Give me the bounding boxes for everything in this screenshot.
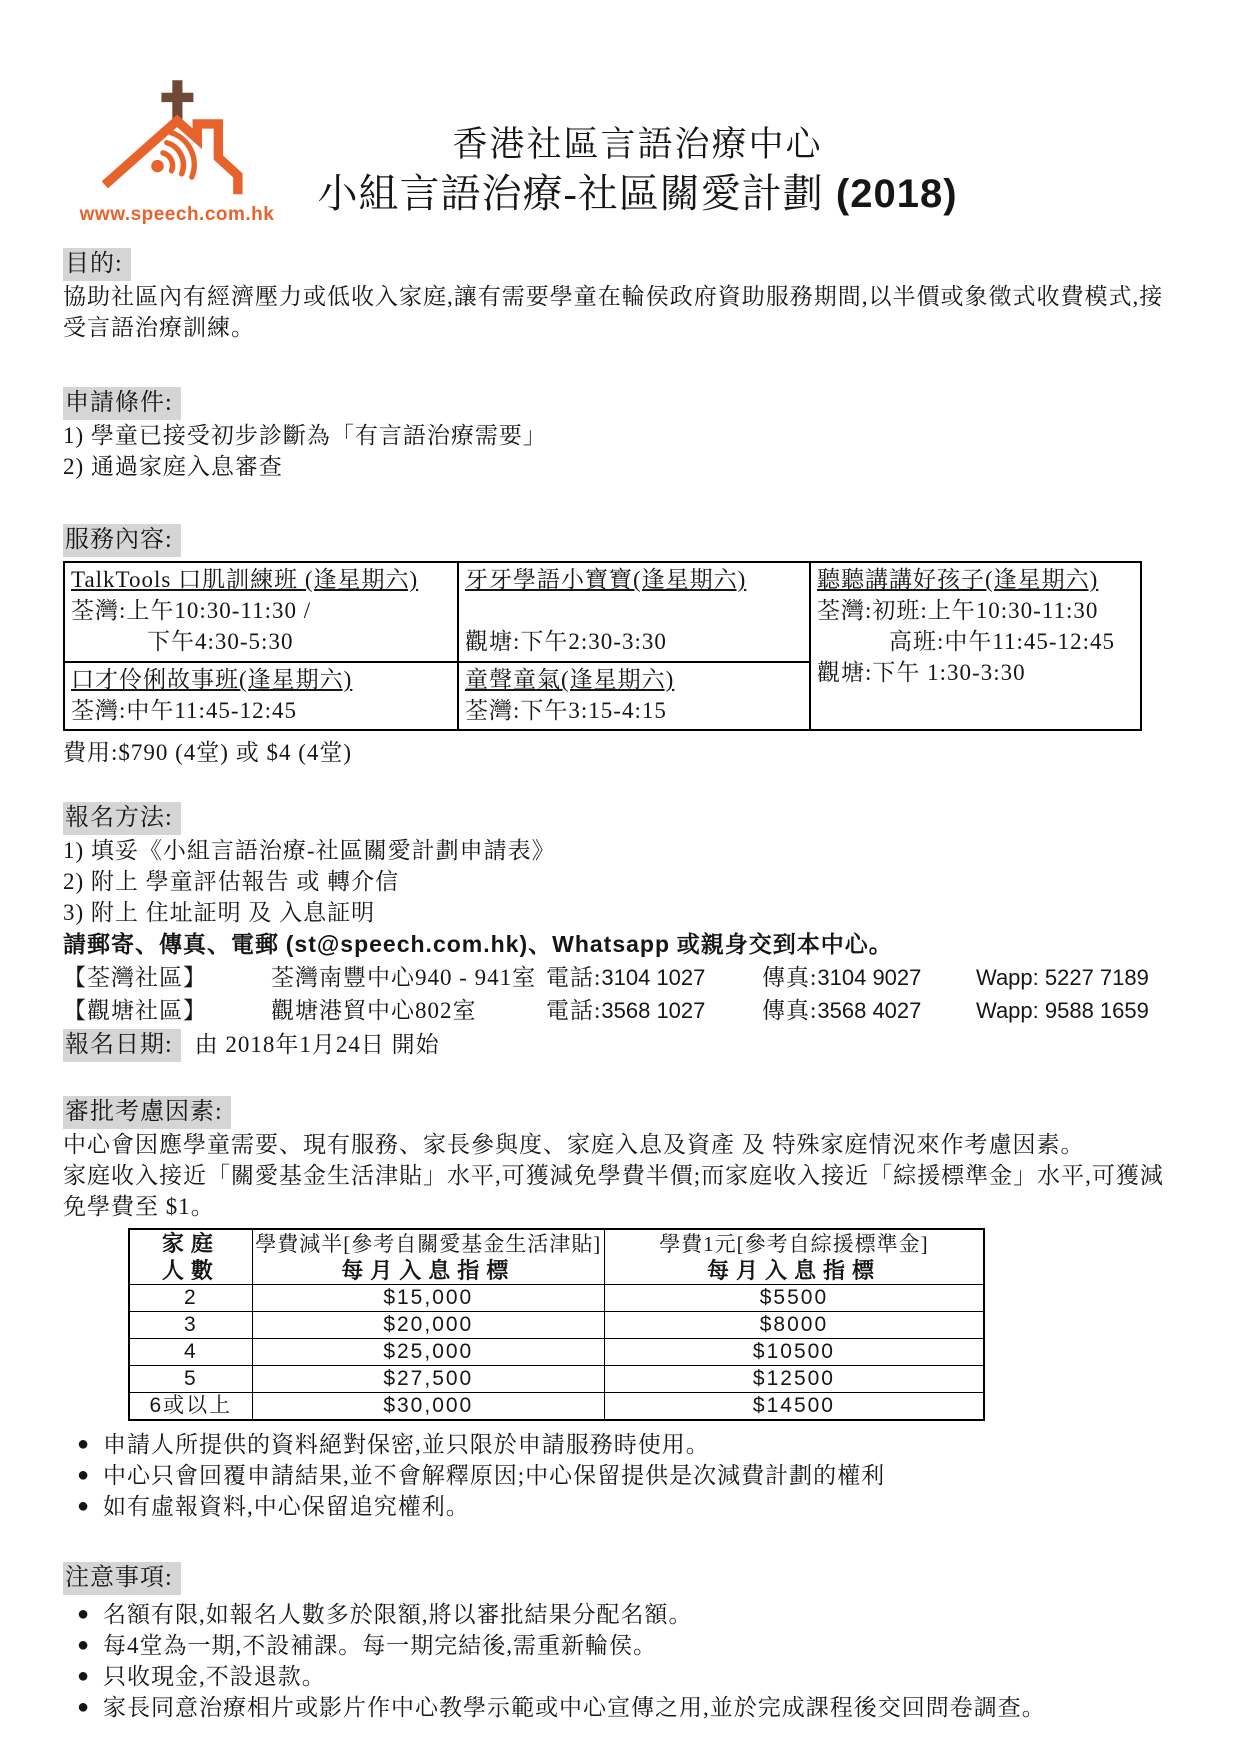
course-time: 觀塘:下午2:30-3:30 <box>465 629 667 654</box>
income-header-half-fee: 學費減半[參考自關愛基金生活津貼] 每月入息指標 <box>252 1229 604 1285</box>
services-table <box>63 561 1142 731</box>
conditions-section <box>63 387 1182 482</box>
location-address: 觀塘港貿中心802室 <box>271 998 477 1023</box>
course-time: 荃灣:初班:上午10:30-11:30 <box>817 598 1099 623</box>
location-fax: 傳真:3104 9027 <box>762 965 922 990</box>
course-time: 荃灣:上午10:30-11:30 / <box>71 598 312 623</box>
income-header-family: 家庭 人數 <box>129 1229 252 1285</box>
course-time: 下午4:30-5:30 <box>147 629 294 654</box>
location-name: 【荃灣社區】 <box>63 965 207 990</box>
service-cell <box>458 562 810 662</box>
conditions-heading: 申請條件: <box>63 387 181 420</box>
bullet-icon: ● <box>77 1464 91 1486</box>
course-time: 荃灣:下午3:15-4:15 <box>465 698 667 723</box>
bullet-icon: ● <box>77 1696 91 1718</box>
location-tel: 電話:3104 1027 <box>546 965 706 990</box>
approval-heading: 審批考慮因素: <box>63 1096 231 1129</box>
location-wapp: Wapp: 9588 1659 <box>976 998 1149 1023</box>
course-name: 聽聽講講好孩子(逢星期六) <box>817 567 1099 592</box>
income-row: 4 $25,000 $10500 <box>129 1339 984 1366</box>
income-table <box>128 1228 985 1421</box>
course-time: 高班:中午11:45-12:45 <box>889 629 1115 654</box>
location-name: 【觀塘社區】 <box>63 998 207 1023</box>
service-cell <box>64 662 458 730</box>
purpose-heading: 目的: <box>63 248 131 281</box>
notes-section <box>63 1562 1182 1723</box>
org-title: 香港社區言語治療中心 <box>452 125 823 164</box>
course-name: 口才伶俐故事班(逢星期六) <box>71 667 353 692</box>
approval-section <box>63 1096 1182 1522</box>
bullet-icon: ● <box>77 1665 91 1687</box>
service-cell <box>810 562 1141 730</box>
income-header-one-dollar: 學費1元[參考自綜援標準金] 每月入息指標 <box>604 1229 984 1285</box>
condition-item: 1) 學童已接受初步診斷為「有言語治療需要」 <box>63 423 547 448</box>
condition-item: 2) 通過家庭入息審查 <box>63 454 283 479</box>
bullet-item: ● 申請人所提供的資料絕對保密,並只限於申請服務時使用。 <box>63 1429 1182 1460</box>
services-section <box>63 524 1182 768</box>
program-year: (2018) <box>823 172 958 216</box>
course-name: 童聲童氣(逢星期六) <box>465 667 675 692</box>
location-row <box>63 994 1182 1027</box>
bullet-item: ● 名額有限,如報名人數多於限額,將以審批結果分配名額。 <box>63 1599 1182 1630</box>
approval-para: 中心會因應學童需要、現有服務、家長參與度、家庭入息及資產 及 特殊家庭情況來作考慮因素。 <box>63 1132 1085 1157</box>
course-name: TalkTools 口肌訓練班 (逢星期六) <box>71 567 419 592</box>
income-row: 6或以上 $30,000 $14500 <box>129 1393 984 1421</box>
purpose-body: 協助社區內有經濟壓力或低收入家庭,讓有需要學童在輪侯政府資助服務期間,以半價或象徵式收費模式,接受言語治療訓練。 <box>63 284 1164 340</box>
apply-heading: 報名方法: <box>63 802 181 835</box>
submit-instruction: 請郵寄、傳真、電郵 (st@speech.com.hk)、Whatsapp 或親身交到本中心。 <box>63 931 893 957</box>
course-name: 牙牙學語小寶寶(逢星期六) <box>465 567 747 592</box>
bullet-item: ● 每4堂為一期,不設補課。每一期完結後,需重新輪侯。 <box>63 1630 1182 1661</box>
email-address: (st@speech.com.hk) <box>285 931 529 957</box>
program-title: 小組言語治療-社區關愛計劃 (2018) <box>317 171 958 216</box>
header <box>63 72 1182 240</box>
service-cell <box>64 562 458 662</box>
apply-section <box>63 802 1182 1062</box>
date-line <box>63 1029 1182 1062</box>
location-wapp: Wapp: 5227 7189 <box>976 965 1149 990</box>
bullet-item: ● 家長同意治療相片或影片作中心教學示範或中心宣傳之用,並於完成課程後交回問卷調查。 <box>63 1692 1182 1723</box>
bullet-icon: ● <box>77 1433 91 1455</box>
notes-heading: 注意事項: <box>63 1562 181 1595</box>
income-row: 3 $20,000 $8000 <box>129 1312 984 1339</box>
course-time: 荃灣:中午11:45-12:45 <box>71 698 297 723</box>
notes-bullets <box>63 1599 1182 1723</box>
service-cell <box>458 662 810 730</box>
logo <box>71 74 283 226</box>
fee-line: 費用:$790 (4堂) 或 $4 (4堂) <box>63 740 353 765</box>
location-fax: 傳真:3568 4027 <box>762 998 922 1023</box>
date-heading: 報名日期: <box>63 1029 181 1062</box>
apply-step: 2) 附上 學童評估報告 或 轉介信 <box>63 869 400 894</box>
course-time: 觀塘:下午 1:30-3:30 <box>817 660 1026 685</box>
date-value: 由 2018年1月24日 開始 <box>194 1032 440 1057</box>
privacy-bullets <box>63 1429 1182 1522</box>
whatsapp-label: Whatsapp <box>552 931 671 957</box>
approval-para: 家庭收入接近「關愛基金生活津貼」水平,可獲減免學費半價;而家庭收入接近「綜援標準金」水平,可獲減免學費至 $1。 <box>63 1163 1164 1219</box>
bullet-icon: ● <box>77 1495 91 1517</box>
bullet-item: ● 中心只會回覆申請結果,並不會解釋原因;中心保留提供是次減費計劃的權利 <box>63 1460 1182 1491</box>
location-address: 荃灣南豐中心940 - 941室 <box>271 965 537 990</box>
income-header-row <box>129 1229 984 1285</box>
location-row <box>63 961 1182 994</box>
bullet-item: ● 如有虛報資料,中心保留追究權利。 <box>63 1491 1182 1522</box>
site-url: www.speech.com.hk <box>79 204 275 225</box>
income-row: 5 $27,500 $12500 <box>129 1366 984 1393</box>
bullet-item: ● 只收現金,不設退款。 <box>63 1661 1182 1692</box>
bullet-icon: ● <box>77 1634 91 1656</box>
apply-step: 3) 附上 住址証明 及 入息証明 <box>63 900 376 925</box>
location-tel: 電話:3568 1027 <box>546 998 706 1023</box>
church-house-icon <box>91 74 263 202</box>
purpose-section <box>63 248 1182 343</box>
apply-step: 1) 填妥《小組言語治療-社區關愛計劃申請表》 <box>63 838 556 863</box>
services-heading: 服務內容: <box>63 524 181 557</box>
income-row: 2 $15,000 $5500 <box>129 1285 984 1312</box>
bullet-icon: ● <box>77 1603 91 1625</box>
